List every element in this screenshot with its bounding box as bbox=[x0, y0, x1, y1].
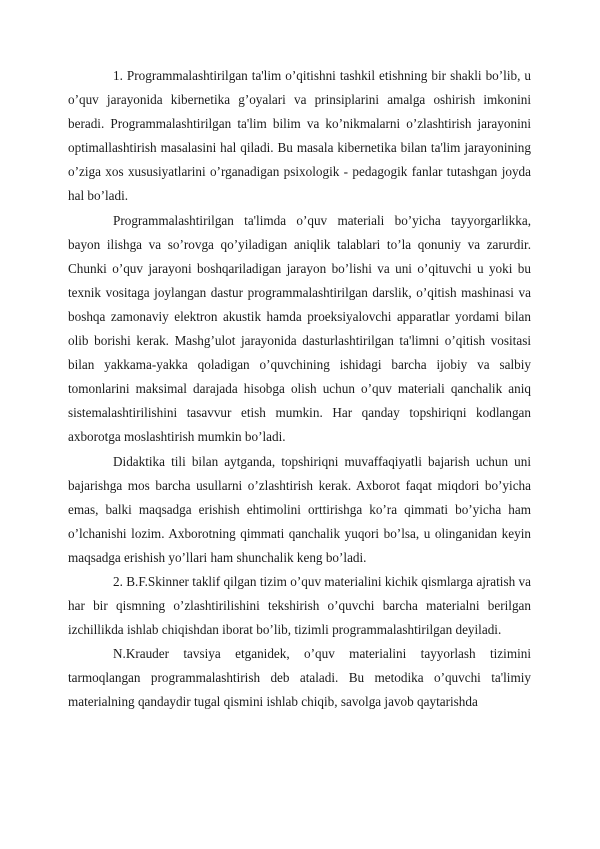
document-page bbox=[68, 64, 531, 715]
paragraph-didactics: Didaktika tili bilan aytganda, topshiriqni muvaffaqiyatli bajarish uchun uni bajarishga mos barcha usullarni o’zlashtirish kerak. Axborot faqat miqdori bo’yicha emas, balki maqsadga erishish ehtimolini orttirishga ko’ra qimmati bo’yicha ham o’lchanishi lozim. Axborotning qimmati qanchalik yuqori bo’lsa, u olinganidan keyin maqsadga erishish yo’llari ham shunchalik keng bo’ladi. bbox=[68, 453, 531, 565]
paragraph-krauder-branching: N.Krauder tavsiya etganidek, o’quv materialini tayyorlash tizimini tarmoqlangan programmalashtirish deb ataladi. Bu metodika o’quvchi ta'limiy materialning qandaydir tugal qismini ishlab chiqib, savolga javob qaytarishda bbox=[68, 646, 531, 710]
paragraph-material-preparation: Programmalashtirilgan ta'limda o’quv materiali bo’yicha tayyorgarlikka, bayon ilishga va so’rovga qo’yiladigan aniqlik talablari to’la qonuniy va zarurdir. Chunki o’quv jarayoni boshqariladigan jarayon bo’lishi va uni o’qituvchi u yoki bu texnik vositaga joylangan dastur programmalashtirilgan darslik, o’qitish mashinasi va boshqa zamonaviy elektron akustik hamda proeksiyalovchi apparatlar yordami bilan olib borishi kerak. Mashg’ulot jarayonida dasturlashtirilgan ta'limni o’qitish vositasi bilan yakkama-yakka qoladigan o’quvchining ishidagi barcha ijobiy va salbiy tomonlarini maksimal darajada hisobga olish uchun o’quv materiali qanchalik aniq sistemalashtirilishini tasavvur etish mumkin. Har qanday topshiriqni kodlangan axborotga moslashtirish mumkin bo’ladi. bbox=[68, 212, 531, 445]
paragraph-skinner-system: 2. B.F.Skinner taklif qilgan tizim o’quv materialini kichik qismlarga ajratish va har bir qismning o’zlashtirilishini tekshirish o’quvchi barcha materialni berilgan izchillikda ishlab chiqishdan iborat bo’lib, tizimli programmalashtirilgan deyiladi. bbox=[68, 573, 531, 638]
paragraph-programmed-learning-definition: 1. Programmalashtirilgan ta'lim o’qitishni tashkil etishning bir shakli bo’lib, u o’quv jarayonida kibernetika g’oyalari va prinsiplarini amalga oshirish imkonini beradi. Programmalashtirilgan ta'lim bilim va ko’nikmalarni o’zlashtirish jarayonini optimallashtirish masalasini hal qiladi. Bu masala kibernetika bilan ta'lim jarayonining o’ziga xos xususiyatlarini o’rganadigan psixologik - pedagogik fanlar tutashgan joyda hal bo’ladi. bbox=[68, 68, 531, 204]
